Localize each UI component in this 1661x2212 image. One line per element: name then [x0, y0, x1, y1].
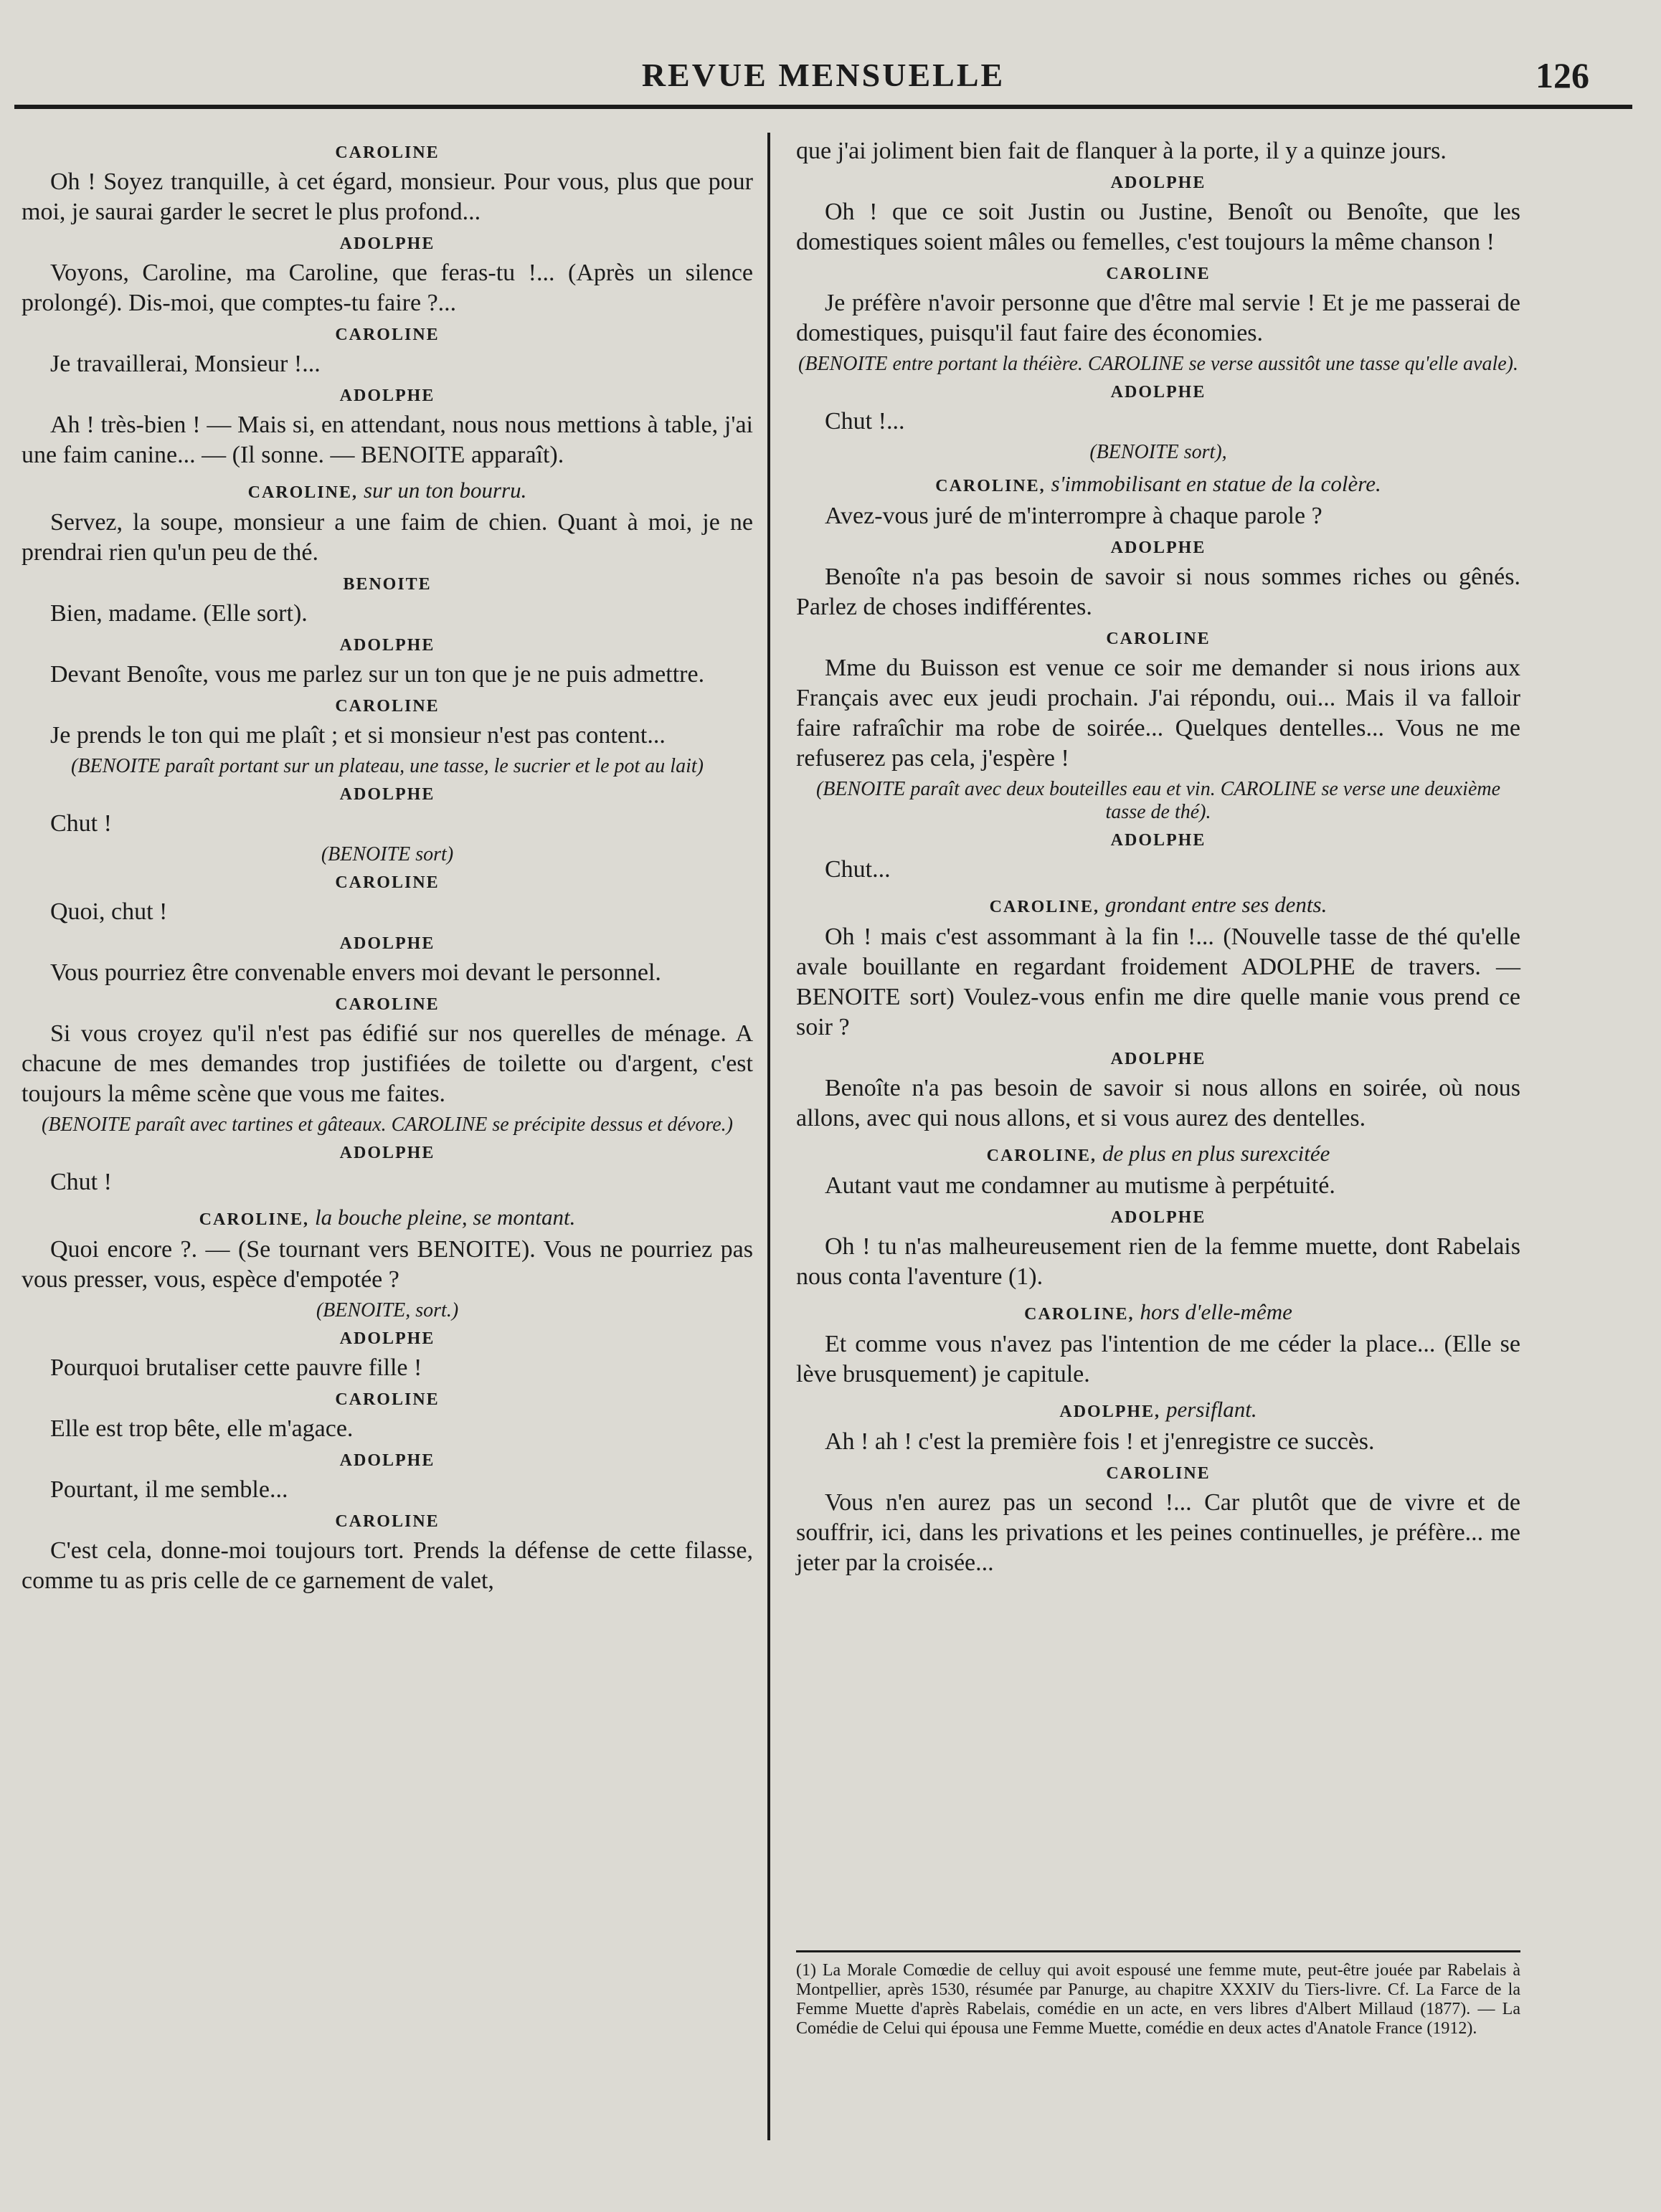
stage-direction: (BENOITE sort),	[1089, 441, 1227, 463]
speaker-name: ADOLPHE	[339, 1329, 435, 1348]
speaker-name: CAROLINE,	[1024, 1305, 1135, 1324]
dialogue-line: Autant vaut me condamner au mutisme à perpétuité.	[825, 1172, 1335, 1199]
dialogue-block	[22, 386, 753, 470]
column-divider	[767, 133, 770, 2140]
speaker-name: CAROLINE,	[247, 483, 358, 502]
dialogue-block	[796, 1397, 1520, 1457]
left-column	[22, 136, 753, 2187]
dialogue-block	[22, 478, 753, 568]
dialogue-line: Mme du Buisson est venue ce soir me demander si nous irions aux Français avec eux jeudi prochain. J'ai répondu, oui... Mais il va falloir faire rafraîchir ma robe de soirée... Quelques dentelles... Vous ne me refuserez pas cela, j'espère !	[796, 655, 1520, 772]
dialogue-block	[22, 1451, 753, 1505]
dialogue-block	[796, 265, 1520, 376]
speaker-direction: persiflant.	[1166, 1397, 1257, 1422]
dialogue-block	[22, 1144, 753, 1197]
dialogue-line: Bien, madame. (Elle sort).	[50, 600, 308, 627]
dialogue-block	[22, 326, 753, 379]
speaker-name: CAROLINE	[1106, 265, 1211, 283]
speaker-name: ADOLPHE	[1110, 538, 1206, 557]
dialogue-block	[22, 697, 753, 778]
speaker-heading	[796, 471, 1520, 497]
dialogue-block	[22, 785, 753, 866]
dialogue-line: Oh ! mais c'est assommant à la fin !... (Nouvelle tasse de thé qu'elle avale bouillante en regardant froidement ADOLPHE de travers. — BENOITE sort) Voulez-vous enfin me dire quelle manie vous prend ce soir ?	[796, 924, 1520, 1040]
dialogue-line: Vous pourriez être convenable envers moi devant le personnel.	[50, 959, 661, 986]
dialogue-line: Ah ! très-bien ! — Mais si, en attendant, nous nous mettions à table, j'ai une faim canine... — (Il sonne. — BENOITE apparaît).	[22, 412, 753, 468]
dialogue-line: Avez-vous juré de m'interrompre à chaque parole ?	[825, 503, 1322, 529]
dialogue-block	[22, 1329, 753, 1383]
dialogue-block	[796, 538, 1520, 622]
speaker-direction: s'immobilisant en statue de la colère.	[1051, 471, 1381, 496]
dialogue-line: Je préfère n'avoir personne que d'être mal servie ! Et je me passerai de domestiques, puisqu'il faut faire des économies.	[796, 290, 1520, 346]
dialogue-block	[22, 1512, 753, 1596]
speaker-direction: la bouche pleine, se montant.	[315, 1205, 576, 1230]
dialogue-line: Oh ! que ce soit Justin ou Justine, Benoît ou Benoîte, que les domestiques soient mâles ou femelles, c'est toujours la même chanson !	[796, 199, 1520, 255]
speaker-name: ADOLPHE	[339, 1451, 435, 1470]
speaker-name: CAROLINE,	[199, 1210, 310, 1229]
dialogue-line: Je prends le ton qui me plaît ; et si monsieur n'est pas content...	[50, 722, 666, 749]
speaker-heading	[22, 1205, 753, 1230]
page-header	[14, 49, 1632, 106]
speaker-name: CAROLINE	[335, 995, 440, 1014]
dialogue-line: Benoîte n'a pas besoin de savoir si nous allons en soirée, où nous allons, avec qui nous allons, et si vous aurez des dentelles.	[796, 1075, 1520, 1131]
dialogue-block	[796, 383, 1520, 464]
stage-direction: (BENOITE sort)	[321, 843, 454, 865]
dialogue-line: Devant Benoîte, vous me parlez sur un ton que je ne puis admettre.	[50, 661, 705, 688]
dialogue-block	[796, 1464, 1520, 1578]
speaker-name: ADOLPHE	[339, 785, 435, 804]
stage-direction: (BENOITE paraît avec tartines et gâteaux. CAROLINE se précipite dessus et dévore.)	[42, 1114, 733, 1136]
dialogue-line: Chut !	[50, 810, 112, 837]
right-column	[796, 136, 1520, 2187]
speaker-heading	[796, 892, 1520, 918]
dialogue-line: Je travaillerai, Monsieur !...	[50, 351, 321, 377]
speaker-name: CAROLINE	[335, 326, 440, 344]
speaker-name: ADOLPHE	[1110, 831, 1206, 850]
footnote-rule	[796, 1950, 1520, 1952]
footnote: (1) La Morale Comœdie de celluy qui avoit espousé une femme mute, peut-être jouée par Rabelais à Montpellier, après 1530, résumée par Panurge, au chapitre XXXIV du Tiers-livre. Cf. La Farce de la Femme Muette d'après Rabelais, comédie en un acte, en vers libres d'Albert Millaud (1877). — La Comédie de Celui qui épousa une Femme Muette, comédie en deux actes d'Anatole France (1912).	[796, 1961, 1520, 2038]
speaker-name: ADOLPHE	[339, 934, 435, 953]
dialogue-block	[22, 575, 753, 629]
stage-direction: (BENOITE paraît avec deux bouteilles eau et vin. CAROLINE se verse une deuxième tasse de thé).	[815, 778, 1501, 823]
dialogue-block	[796, 174, 1520, 257]
dialogue-block	[22, 234, 753, 318]
dialogue-line: Ah ! ah ! c'est la première fois ! et j'enregistre ce succès.	[825, 1428, 1375, 1455]
dialogue-block	[796, 630, 1520, 824]
dialogue-block	[796, 1208, 1520, 1292]
speaker-direction: de plus en plus surexcitée	[1102, 1141, 1330, 1166]
speaker-name: ADOLPHE	[339, 1144, 435, 1162]
speaker-name: CAROLINE	[1106, 1464, 1211, 1483]
dialogue-block	[22, 143, 753, 227]
dialogue-block	[796, 1141, 1520, 1201]
speaker-heading	[796, 1299, 1520, 1325]
dialogue-block	[796, 831, 1520, 885]
speaker-direction: grondant entre ses dents.	[1104, 892, 1328, 917]
dialogue-line: Benoîte n'a pas besoin de savoir si nous sommes riches ou gênés. Parlez de choses indifférentes.	[796, 564, 1520, 620]
header-rule	[14, 105, 1632, 109]
dialogue-line: Vous n'en aurez pas un second !... Car plutôt que de vivre et de souffrir, ici, dans les privations et les peines continuelles, je préfère... me jeter par la croisée...	[796, 1489, 1520, 1576]
dialogue-line: Oh ! tu n'as malheureusement rien de la femme muette, dont Rabelais nous conta l'aventure (1).	[796, 1233, 1520, 1290]
speaker-name: ADOLPHE	[1110, 174, 1206, 192]
speaker-heading	[796, 1141, 1520, 1167]
dialogue-line: Quoi, chut !	[50, 898, 168, 925]
dialogue-line: C'est cela, donne-moi toujours tort. Prends la défense de cette filasse, comme tu as pris celle de ce garnement de valet,	[22, 1537, 753, 1594]
dialogue-line: Chut !	[50, 1169, 112, 1195]
stage-direction: (BENOITE, sort.)	[316, 1299, 459, 1321]
speaker-name: CAROLINE	[1106, 630, 1211, 648]
dialogue-line: Pourtant, il me semble...	[50, 1476, 288, 1503]
dialogue-line: que j'ai joliment bien fait de flanquer à la porte, il y a quinze jours.	[796, 138, 1447, 164]
dialogue-line: Servez, la soupe, monsieur a une faim de chien. Quant à moi, je ne prendrai rien qu'un peu de thé.	[22, 509, 753, 566]
speaker-name: ADOLPHE	[1110, 1050, 1206, 1068]
dialogue-block	[22, 934, 753, 988]
dialogue-block	[22, 1390, 753, 1444]
running-title: REVUE MENSUELLE	[641, 57, 1005, 93]
dialogue-line: Chut !...	[825, 408, 905, 435]
speaker-name: CAROLINE,	[986, 1147, 1097, 1165]
stage-direction: (BENOITE paraît portant sur un plateau, une tasse, le sucrier et le pot au lait)	[71, 755, 704, 777]
speaker-name: BENOITE	[343, 575, 432, 594]
speaker-heading	[22, 478, 753, 503]
speaker-name: CAROLINE,	[935, 477, 1046, 495]
speaker-name: ADOLPHE	[339, 636, 435, 655]
speaker-name: CAROLINE,	[989, 898, 1099, 916]
speaker-heading	[796, 1397, 1520, 1423]
speaker-name: ADOLPHE	[339, 234, 435, 253]
stage-direction: (BENOITE entre portant la théière. CAROLINE se verse aussitôt une tasse qu'elle avale).	[798, 353, 1518, 375]
dialogue-line: Elle est trop bête, elle m'agace.	[50, 1415, 354, 1442]
page-number: 126	[1535, 55, 1589, 95]
speaker-name: CAROLINE	[335, 1390, 440, 1409]
speaker-name: CAROLINE	[335, 143, 440, 162]
speaker-name: CAROLINE	[335, 873, 440, 892]
dialogue-block	[22, 636, 753, 690]
speaker-name: ADOLPHE	[1110, 1208, 1206, 1227]
speaker-direction: hors d'elle-même	[1140, 1299, 1292, 1324]
dialogue-block	[796, 136, 1520, 166]
speaker-name: ADOLPHE	[339, 386, 435, 405]
dialogue-block	[796, 1299, 1520, 1390]
speaker-name: ADOLPHE	[1110, 383, 1206, 402]
dialogue-line: Oh ! Soyez tranquille, à cet égard, monsieur. Pour vous, plus que pour moi, je saurai garder le secret le plus profond...	[22, 168, 753, 225]
dialogue-block	[22, 1205, 753, 1322]
dialogue-line: Si vous croyez qu'il n'est pas édifié sur nos querelles de ménage. A chacune de mes demandes trop justifiées de toilette ou d'argent, c'est toujours la même scène que vous me faites.	[22, 1020, 753, 1107]
dialogue-line: Et comme vous n'avez pas l'intention de me céder la place... (Elle se lève brusquement) je capitule.	[796, 1331, 1520, 1387]
speaker-name: ADOLPHE,	[1059, 1402, 1161, 1421]
speaker-name: CAROLINE	[335, 697, 440, 716]
dialogue-block	[796, 471, 1520, 531]
dialogue-block	[22, 995, 753, 1136]
dialogue-line: Chut...	[825, 856, 891, 883]
dialogue-block	[22, 873, 753, 927]
speaker-direction: sur un ton bourru.	[363, 478, 527, 503]
dialogue-line: Voyons, Caroline, ma Caroline, que feras-tu !... (Après un silence prolongé). Dis-moi, que comptes-tu faire ?...	[22, 260, 753, 316]
speaker-name: CAROLINE	[335, 1512, 440, 1531]
dialogue-line: Pourquoi brutaliser cette pauvre fille !	[50, 1354, 422, 1381]
dialogue-block	[796, 1050, 1520, 1134]
dialogue-line: Quoi encore ?. — (Se tournant vers BENOITE). Vous ne pourriez pas vous presser, vous, espèce d'empotée ?	[22, 1236, 753, 1293]
dialogue-block	[796, 892, 1520, 1043]
